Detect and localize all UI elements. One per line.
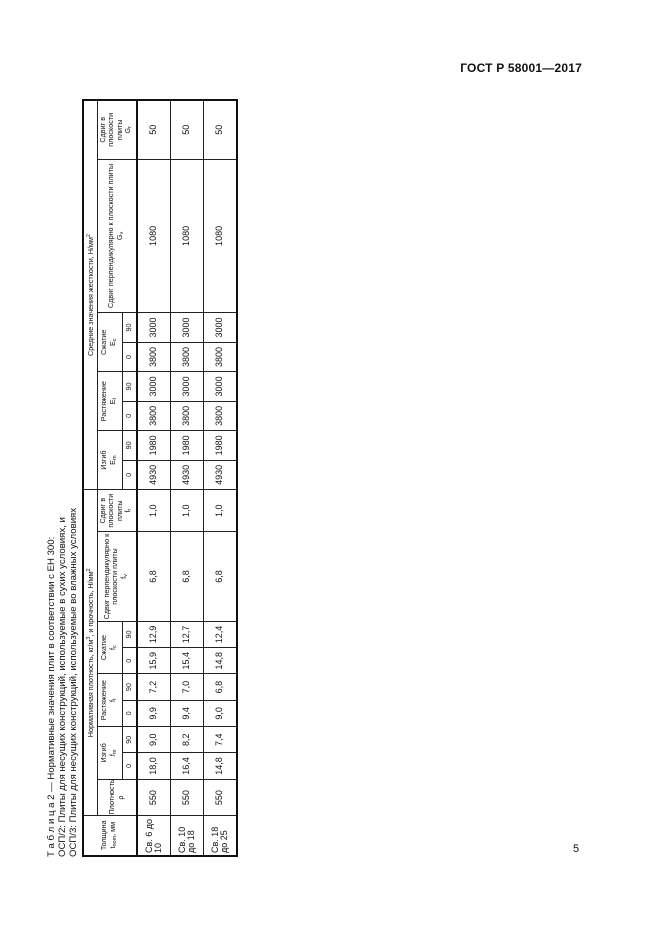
angle-cell: 0 xyxy=(123,648,137,674)
header-row-groups xyxy=(83,100,97,856)
cell-gr: 50 xyxy=(137,100,171,159)
angle-cell: 0 xyxy=(123,700,137,726)
cell-fv: 6,8 xyxy=(170,532,203,621)
cell-ec0: 3800 xyxy=(137,342,171,371)
cell-em0: 4930 xyxy=(170,460,203,489)
cell-gv: 1080 xyxy=(170,159,203,313)
header-shear-perp-g: Сдвиг перпендикулярно к плоскости плиты Gv xyxy=(97,159,137,313)
standards-table xyxy=(82,99,238,857)
cell-fm0: 18,0 xyxy=(137,753,171,779)
cell-fm0: 16,4 xyxy=(170,753,203,779)
table-row xyxy=(137,100,171,856)
table-row xyxy=(203,100,237,856)
cell-em0: 4930 xyxy=(137,460,171,489)
header-shear-plane: Сдвиг в плоскости плиты fr xyxy=(97,490,137,532)
header-bend-e: Изгиб Em xyxy=(97,431,123,490)
angle-cell: 0 xyxy=(123,401,137,430)
angle-cell: 90 xyxy=(123,674,137,700)
cell-gr: 50 xyxy=(170,100,203,159)
angle-cell: 90 xyxy=(123,313,137,342)
cell-fm90: 9,0 xyxy=(137,727,171,753)
header-tension: Растяжение ft xyxy=(97,674,123,727)
cell-ft90: 6,8 xyxy=(203,674,237,700)
header-shear-perp: Сдвиг перпендикулярно к плоскости плиты fv xyxy=(97,532,137,621)
cell-gv: 1080 xyxy=(137,159,171,313)
cell-density: 550 xyxy=(170,779,203,816)
header-tension-e: Растяжение Et xyxy=(97,372,123,431)
cell-fc90: 12,7 xyxy=(170,621,203,647)
cell-ft0: 9,0 xyxy=(203,700,237,726)
cell-em0: 4930 xyxy=(203,460,237,489)
cell-fc90: 12,9 xyxy=(137,621,171,647)
cell-em90: 1980 xyxy=(203,431,237,460)
cell-thickness: Св. 10 до 18 xyxy=(170,816,203,856)
cell-density: 550 xyxy=(137,779,171,816)
cell-gr: 50 xyxy=(203,100,237,159)
caption-line-3: ОСП/3: Плиты для несущих конструкций, используемые во влажных условиях xyxy=(68,507,79,857)
cell-ec0: 3800 xyxy=(170,342,203,371)
cell-ec90: 3000 xyxy=(170,313,203,342)
cell-ft0: 9,9 xyxy=(137,700,171,726)
cell-et0: 3800 xyxy=(170,401,203,430)
angle-cell: 0 xyxy=(123,342,137,371)
cell-et0: 3800 xyxy=(137,401,171,430)
cell-fr: 1,0 xyxy=(170,490,203,532)
header-group-density-strength: Нормативная плотность, $кг/м^3$, и прочность, $Н/мм^2$ xyxy=(83,490,97,816)
cell-ec0: 3800 xyxy=(203,342,237,371)
cell-fv: 6,8 xyxy=(137,532,171,621)
cell-fr: 1,0 xyxy=(203,490,237,532)
header-density: Плотность ρ xyxy=(97,779,137,816)
cell-gv: 1080 xyxy=(203,159,237,313)
cell-ft90: 7,2 xyxy=(137,674,171,700)
cell-thickness: Св. 18 до 25 xyxy=(203,816,237,856)
angle-cell: 90 xyxy=(123,621,137,647)
cell-ec90: 3000 xyxy=(203,313,237,342)
header-compression: Сжатие fc xyxy=(97,621,123,674)
cell-et90: 3000 xyxy=(137,372,171,401)
angle-cell: 90 xyxy=(123,431,137,460)
table-row xyxy=(170,100,203,856)
header-row-properties xyxy=(97,100,123,856)
cell-et90: 3000 xyxy=(170,372,203,401)
document-code: ГОСТ Р 58001—2017 xyxy=(460,61,582,75)
cell-fc0: 14,8 xyxy=(203,648,237,674)
cell-em90: 1980 xyxy=(137,431,171,460)
cell-em90: 1980 xyxy=(170,431,203,460)
cell-fm90: 7,4 xyxy=(203,727,237,753)
angle-cell: 0 xyxy=(123,460,137,489)
cell-ft90: 7,0 xyxy=(170,674,203,700)
header-bend: Изгиб fm xyxy=(97,727,123,780)
cell-et0: 3800 xyxy=(203,401,237,430)
cell-fc0: 15,9 xyxy=(137,648,171,674)
rotated-table-block xyxy=(46,99,256,857)
cell-fm90: 8,2 xyxy=(170,727,203,753)
header-thickness: Толщина tnom, мм xyxy=(83,816,137,856)
angle-cell: 90 xyxy=(123,727,137,753)
table-caption xyxy=(46,99,79,857)
angle-cell: 0 xyxy=(123,753,137,779)
angle-cell: 90 xyxy=(123,372,137,401)
cell-ec90: 3000 xyxy=(137,313,171,342)
cell-fc90: 12,4 xyxy=(203,621,237,647)
caption-line-1: Т а б л и ц а 2 — Нормативные значения плит в соответствии с ЕН 300: xyxy=(46,536,57,857)
header-compression-e: Сжатие Ec xyxy=(97,313,123,372)
cell-fm0: 14,8 xyxy=(203,753,237,779)
cell-et90: 3000 xyxy=(203,372,237,401)
header-shear-plane-g: Сдвиг в плоскости плиты Gr xyxy=(97,100,137,159)
cell-density: 550 xyxy=(203,779,237,816)
cell-thickness: Св. 6 до 10 xyxy=(137,816,171,856)
cell-ft0: 9,4 xyxy=(170,700,203,726)
cell-fv: 6,8 xyxy=(203,532,237,621)
cell-fr: 1,0 xyxy=(137,490,171,532)
page-number: 5 xyxy=(573,843,580,855)
cell-fc0: 15,4 xyxy=(170,648,203,674)
header-group-stiffness: Средние значения жесткости, $Н/мм^2$ xyxy=(83,100,97,490)
caption-line-2: ОСП/2: Плиты для несущих конструкций, используемые в сухих условиях, и xyxy=(57,517,68,857)
